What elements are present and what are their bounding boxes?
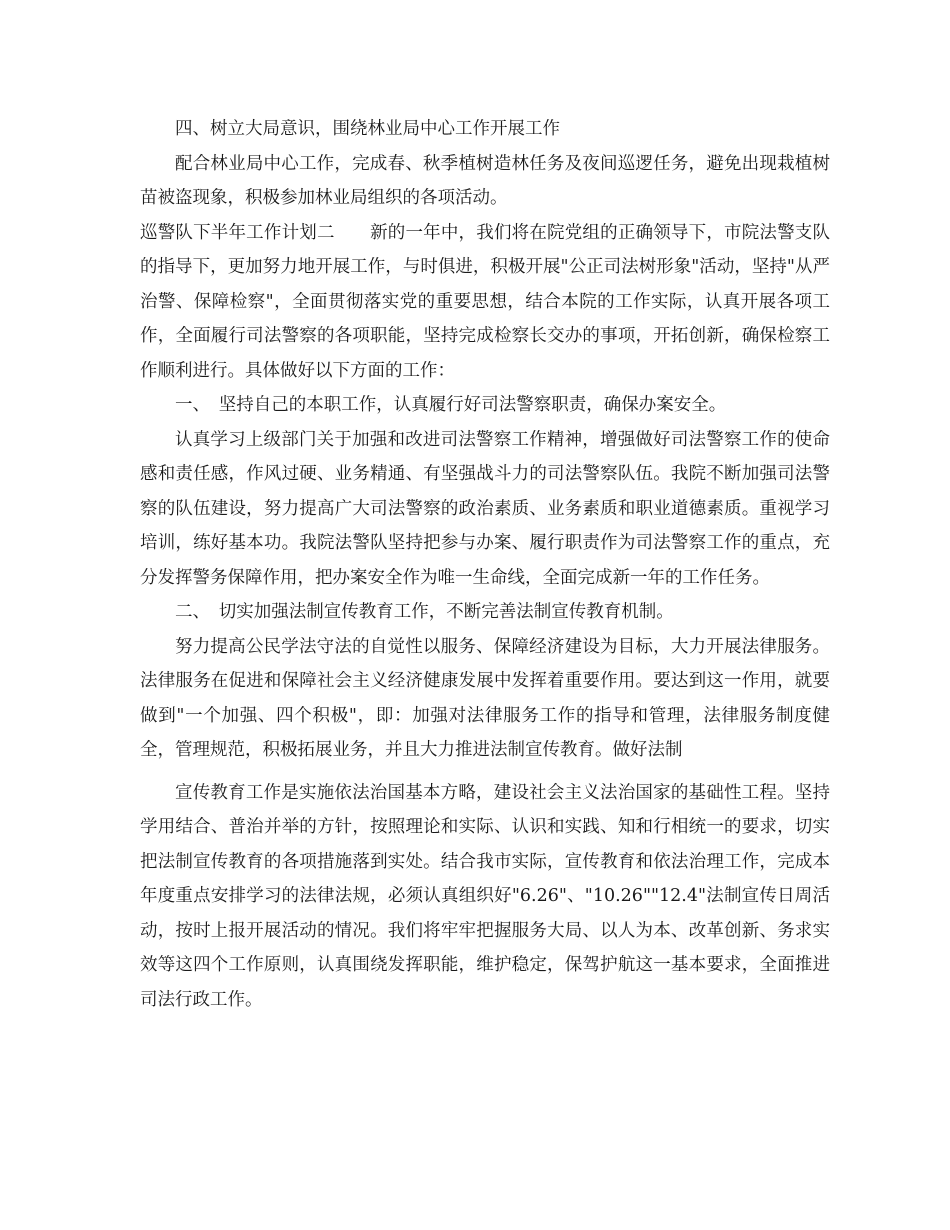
paragraph-legal-publicity: 宣传教育工作是实施依法治国基本方略，建设社会主义法治国家的基础性工程。坚持学用结合、普治并举的方针，按照理论和实际、认识和实践、知和行相统一的要求，切实把法制宣传教育的各项措施落到实处。结合我市实际，宣传教育和依法治理工作，完成本年度重点安排学习的法律法规，必须认真组织好"6.26"、"10.26""12.4"法制宣传日周活动，按时上报开展活动的情况。我们将牢牢把握服务大局、以人为本、改革创新、务求实效等这四个工作原则，认真围绕发挥职能，维护稳定，保驾护航这一基本要求，全面推进司法行政工作。	[140, 782, 830, 1010]
section-heading-1: 一、 坚持自己的本职工作，认真履行好司法警察职责，确保办案安全。	[175, 395, 727, 415]
document-page	[140, 112, 830, 1017]
paragraph-legal-services: 努力提高公民学法守法的自觉性以服务、保障经济建设为目标，大力开展法律服务。法律服务在促进和保障社会主义经济健康发展中发挥着重要作用。要达到这一作用，就要做到"一个加强、四个积极"，即：加强对法律服务工作的指导和管理，法律服务制度健全，管理规范，积极拓展业务，并且大力推进法制宣传教育。做好法制	[140, 636, 830, 760]
paragraph-police-duties: 认真学习上级部门关于加强和改进司法警察工作精神，增强做好司法警察工作的使命感和责任感，作风过硬、业务精通、有坚强战斗力的司法警察队伍。我院不断加强司法警察的队伍建设，努力提高广大司法警察的政治素质、业务素质和职业道德素质。重视学习培训，练好基本功。我院法警队坚持把参与办案、履行职责作为司法警察工作的重点，充分发挥警务保障作用，把办案安全作为唯一生命线，全面完成新一年的工作任务。	[140, 429, 830, 588]
paragraph-plan-intro: 巡警队下半年工作计划二 新的一年中，我们将在院党组的正确领导下，市院法警支队的指导下，更加努力地开展工作，与时俱进，积极开展"公正司法树形象"活动，坚持"从严治警、保障检察"，全面贯彻落实党的重要思想，结合本院的工作实际，认真开展各项工作，全面履行司法警察的各项职能，坚持完成检察长交办的事项，开拓创新，确保检察工作顺利进行。具体做好以下方面的工作：	[140, 222, 830, 381]
section-heading-4: 四、树立大局意识，围绕林业局中心工作开展工作	[175, 119, 560, 139]
section-heading-2: 二、 切实加强法制宣传教育工作，不断完善法制宣传教育机制。	[175, 602, 674, 622]
paragraph-forestry-support: 配合林业局中心工作，完成春、秋季植树造林任务及夜间巡逻任务，避免出现栽植树苗被盗现象，积极参加林业局组织的各项活动。	[140, 153, 830, 208]
